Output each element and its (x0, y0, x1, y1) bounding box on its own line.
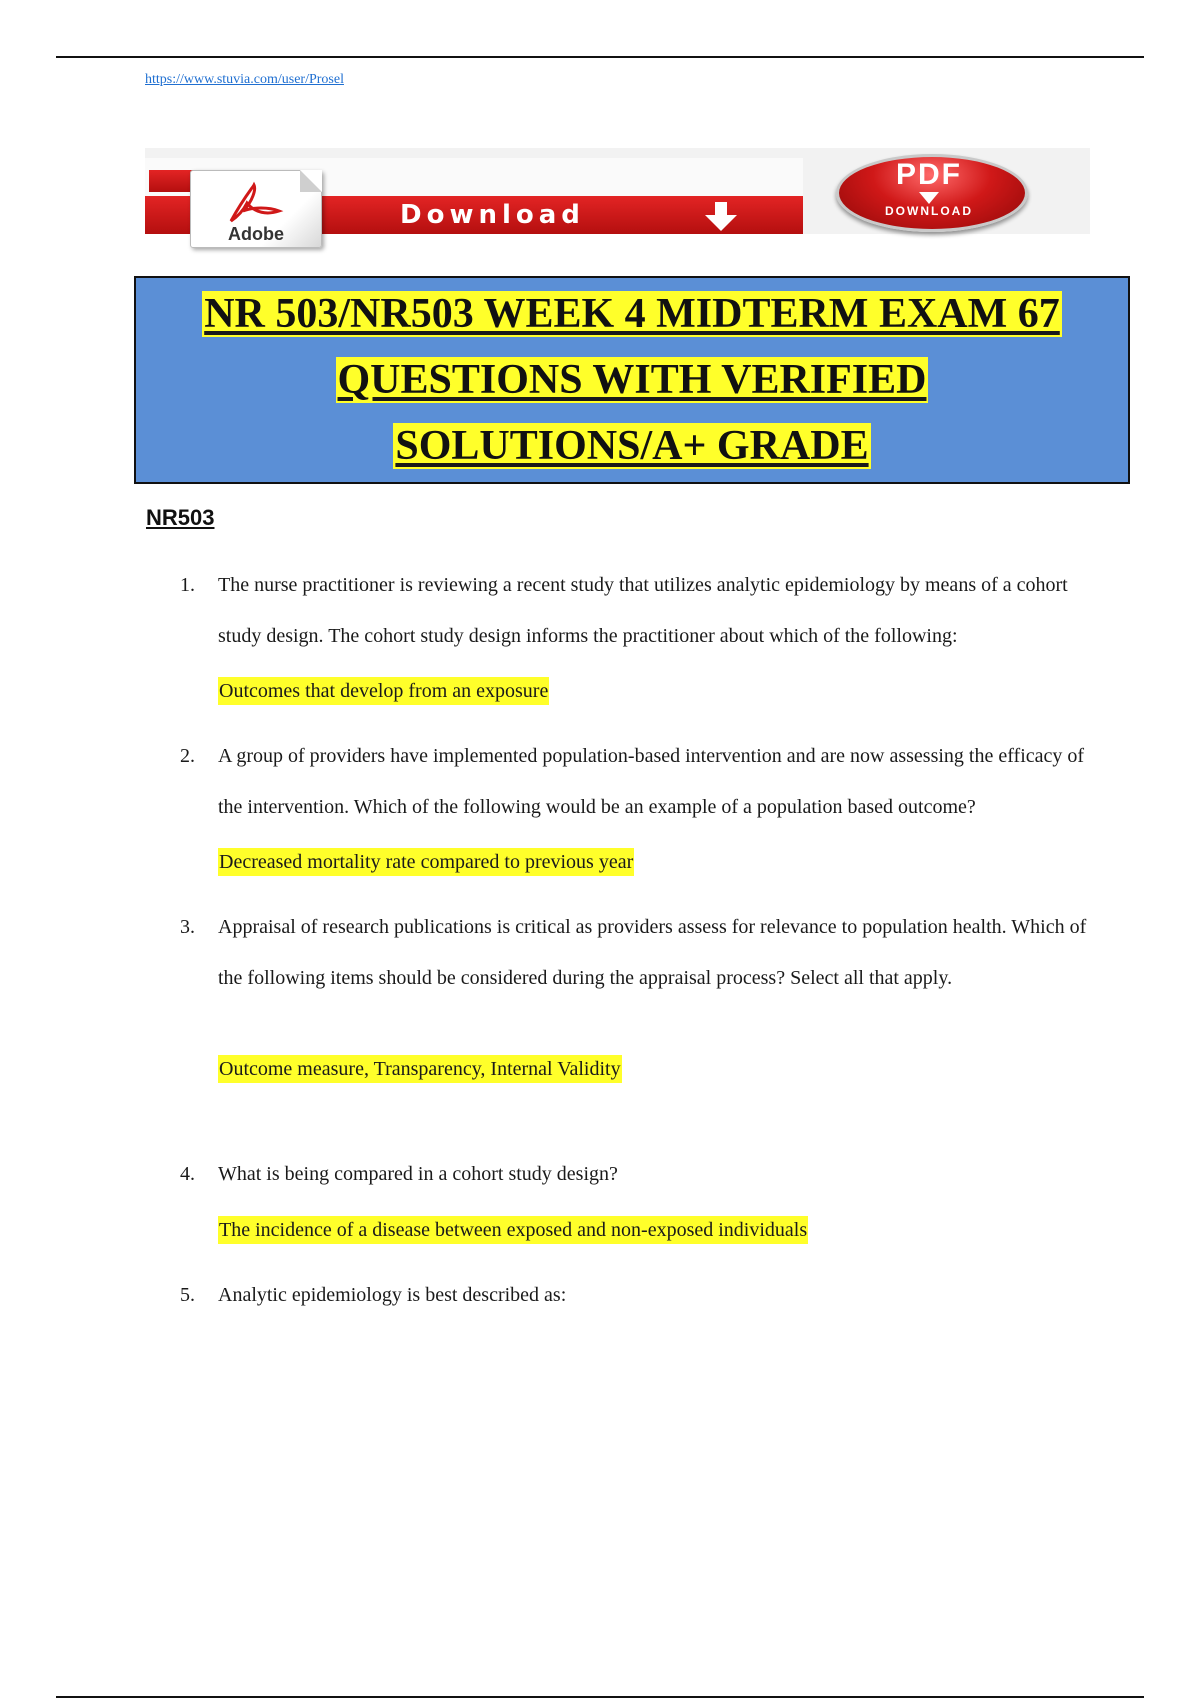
top-rule (56, 56, 1144, 58)
pdf-download-banner[interactable] (145, 148, 1090, 244)
question-item (180, 731, 1100, 876)
title-line-2: QUESTIONS WITH VERIFIED (337, 357, 927, 403)
source-link[interactable]: https://www.stuvia.com/user/Prosel (145, 72, 344, 87)
question-list (180, 560, 1100, 1320)
acrobat-logo-icon (223, 181, 285, 225)
bottom-rule (56, 1696, 1144, 1698)
question-text: The nurse practitioner is reviewing a recent study that utilizes analytic epidemiology by means of a cohort study design. The cohort study design informs the practitioner about which of the following: (218, 574, 1068, 647)
question-number: 3. (180, 916, 195, 938)
download-label: Download (400, 200, 585, 230)
question-text: Analytic epidemiology is best described as: (218, 1283, 567, 1306)
document-title-box (134, 276, 1130, 484)
question-item (180, 1149, 1100, 1244)
title-line-1: NR 503/NR503 WEEK 4 MIDTERM EXAM 67 (204, 291, 1060, 337)
badge-arrow-icon (919, 192, 939, 204)
answer-highlight: The incidence of a disease between exposed and non-exposed individuals (218, 1216, 808, 1244)
question-item (180, 902, 1100, 1083)
answer-highlight: Outcome measure, Transparency, Internal Validity (218, 1055, 622, 1083)
download-arrow-icon (701, 202, 741, 232)
question-number: 2. (180, 745, 195, 767)
question-item (180, 1270, 1100, 1321)
question-number: 1. (180, 574, 195, 596)
answer-highlight: Outcomes that develop from an exposure (218, 677, 549, 705)
question-number: 4. (180, 1163, 195, 1185)
question-item (180, 560, 1100, 705)
question-text: Appraisal of research publications is critical as providers assess for relevance to population health. Which of the following items should be considered during the appraisal process? Select all that apply. (218, 916, 1087, 989)
question-text: A group of providers have implemented population-based intervention and are now assessing the efficacy of the intervention. Which of the following would be an example of a population based outcome? (218, 745, 1085, 818)
adobe-document-icon (190, 170, 322, 248)
question-number: 5. (180, 1283, 195, 1306)
adobe-label: Adobe (228, 224, 284, 244)
pdf-download-badge[interactable] (830, 152, 1030, 230)
course-code-label: NR503 (146, 505, 215, 530)
pdf-download-bar[interactable] (145, 158, 803, 244)
question-text: What is being compared in a cohort study design? (218, 1163, 618, 1185)
answer-highlight: Decreased mortality rate compared to previous year (218, 848, 634, 876)
badge-main-label: PDF (896, 158, 962, 191)
title-line-3: SOLUTIONS/A+ GRADE (395, 423, 869, 469)
badge-sub-label: DOWNLOAD (885, 204, 973, 218)
